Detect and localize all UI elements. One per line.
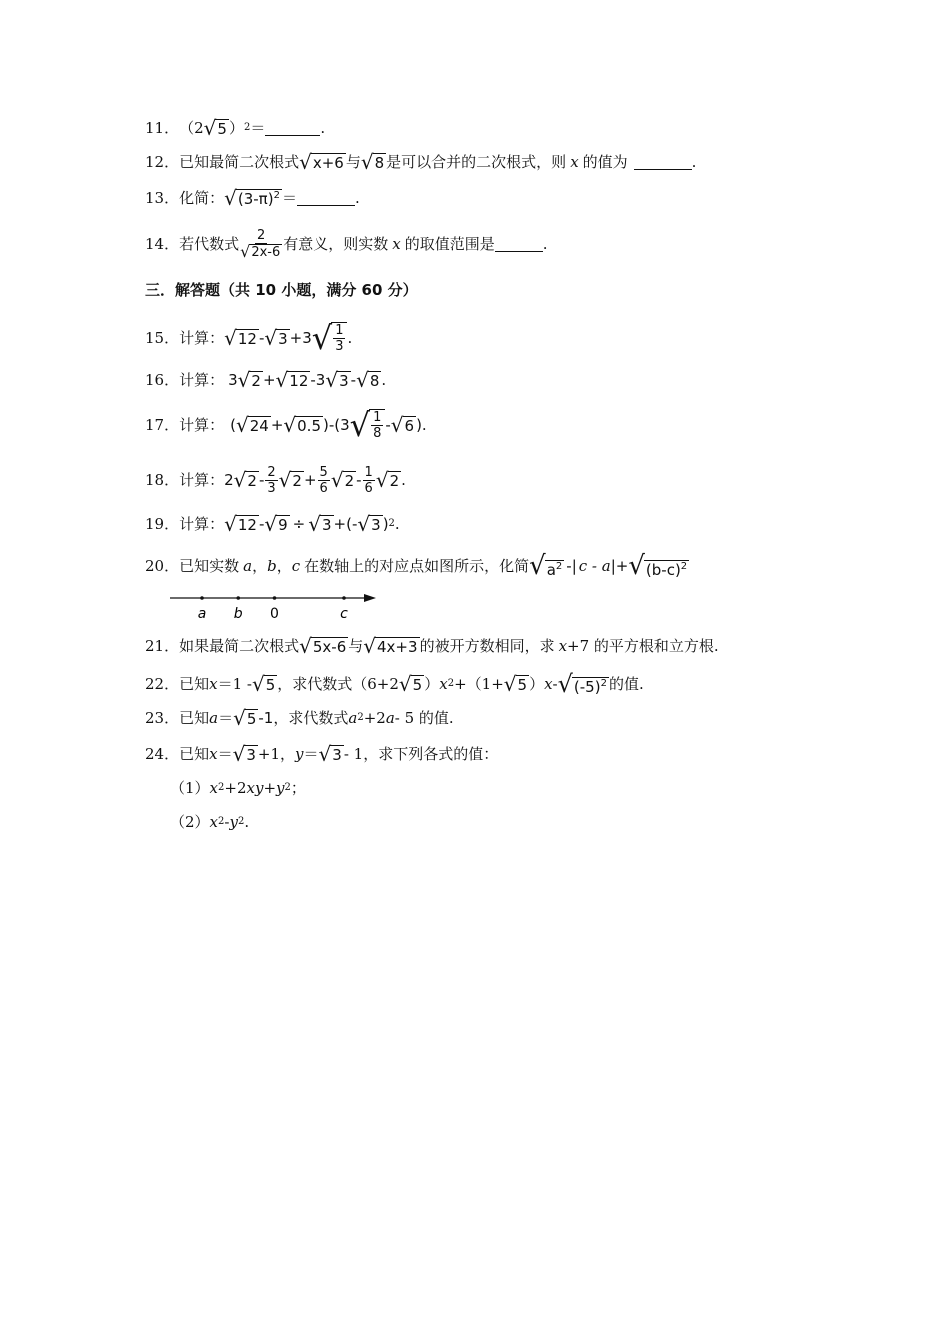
question-23: 23． 已知 a ＝ √ 5 -1 ，求代数式 a 2 +2 a - 5 的值. bbox=[145, 706, 454, 730]
question-number: 24． bbox=[145, 745, 180, 763]
text: 若代数式 bbox=[179, 235, 240, 253]
text: +（1+ bbox=[454, 675, 504, 693]
text: 已知实数 bbox=[179, 557, 240, 575]
text: . bbox=[347, 329, 353, 347]
text: 已知最简二次根式 bbox=[179, 153, 300, 171]
variable: xy bbox=[246, 779, 264, 797]
radical: √ 8 bbox=[360, 150, 385, 174]
text: +7 的平方根和立方根. bbox=[567, 637, 719, 655]
variable: a bbox=[243, 557, 253, 575]
question-number: 14． bbox=[145, 235, 180, 253]
number-line-point bbox=[342, 596, 346, 600]
text: 在数轴上的对应点如图所示，化简 bbox=[304, 557, 530, 575]
number-line-label: c bbox=[340, 606, 348, 622]
text: 与 bbox=[345, 153, 361, 171]
text: +2 bbox=[224, 779, 247, 797]
question-12 bbox=[145, 152, 696, 172]
question-number: 22． bbox=[145, 675, 180, 693]
text: ） bbox=[228, 119, 244, 137]
text: ） bbox=[424, 675, 440, 693]
fraction: $\frac{1}{6}$ bbox=[364, 464, 373, 496]
variable: x bbox=[544, 675, 553, 693]
number-line-point bbox=[236, 596, 240, 600]
operator: - bbox=[258, 329, 265, 347]
variable: a bbox=[209, 709, 219, 727]
radical: √ 12 bbox=[224, 512, 257, 536]
text: ＝ bbox=[250, 119, 266, 137]
variable: c bbox=[291, 557, 301, 575]
radical: √ 6 bbox=[390, 413, 415, 437]
question-number: 16． bbox=[145, 371, 180, 389]
radical: √ $a^2$ bbox=[529, 551, 563, 581]
text: 的值为 bbox=[582, 153, 628, 171]
radical: √ 8 bbox=[356, 368, 380, 392]
text: . bbox=[244, 813, 250, 831]
operator: -1 bbox=[258, 709, 274, 727]
text: 与 bbox=[348, 637, 364, 655]
question-24 bbox=[145, 744, 498, 764]
text: ＝ bbox=[303, 745, 319, 763]
radical: √ 3 bbox=[264, 326, 288, 350]
question-number: 17． bbox=[145, 416, 180, 434]
operator: - bbox=[258, 515, 265, 533]
part-label: （2） bbox=[170, 813, 210, 831]
question-14 bbox=[145, 222, 548, 266]
radical: √ 3 bbox=[357, 512, 381, 536]
question-18 bbox=[145, 460, 406, 500]
text: 计算： bbox=[179, 416, 225, 434]
abs-expression: c - a bbox=[578, 557, 611, 575]
text: ＝ bbox=[217, 745, 233, 763]
answer-blank bbox=[634, 155, 692, 170]
radical: √ 3 bbox=[232, 742, 256, 766]
text: . bbox=[401, 471, 406, 489]
radical: √ 2 bbox=[375, 468, 400, 492]
coefficient: 2 bbox=[224, 471, 234, 489]
operator: - bbox=[258, 471, 265, 489]
radical: √ $(3-\pi)^2$ bbox=[224, 186, 280, 210]
number-line-point bbox=[200, 596, 204, 600]
text: . bbox=[354, 189, 360, 207]
radical: √ $(b-c)^2$ bbox=[628, 551, 688, 581]
variable: a bbox=[348, 709, 358, 727]
text: ） bbox=[529, 675, 545, 693]
text: 有意义，则实数 bbox=[283, 235, 389, 253]
text: - 1，求下列各式的值： bbox=[343, 745, 499, 763]
text: 计算： bbox=[179, 515, 225, 533]
number-line bbox=[168, 590, 383, 625]
fraction: 2 √ 2x-6 bbox=[240, 228, 281, 261]
variable: x bbox=[570, 153, 579, 171]
radical: √ $(-5)^2$ bbox=[557, 670, 607, 698]
operator: -| bbox=[566, 557, 577, 575]
variable: x bbox=[209, 675, 218, 693]
question-22: 22． 已知 x ＝1 - √ 5 ，求代数式（6+2 √ 5 ） x 2 +（1+ √ 5 ） x - √ $(-5)^2$ 的值. bbox=[145, 670, 644, 698]
operator: )-(3 bbox=[323, 416, 350, 434]
radical-fraction: √ $\frac{1}{3}$ bbox=[312, 322, 348, 354]
text: . bbox=[691, 153, 697, 171]
question-24-part-2: （2） x 2 - y 2 . bbox=[170, 813, 250, 831]
fraction: $\frac{5}{6}$ bbox=[319, 464, 328, 496]
text: 的值. bbox=[608, 675, 644, 693]
question-number: 20． bbox=[145, 557, 180, 575]
question-number: 11． bbox=[145, 119, 180, 137]
text: 化简： bbox=[179, 189, 225, 207]
text: ，求代数式（6+2 bbox=[277, 675, 399, 693]
text: ； bbox=[290, 779, 306, 797]
answer-blank bbox=[265, 121, 320, 136]
operator: - bbox=[385, 416, 391, 434]
radical: √ 9 bbox=[264, 512, 288, 536]
text: ，求代数式 bbox=[273, 709, 349, 727]
radical: √ 4x+3 bbox=[363, 634, 418, 658]
text: （2 bbox=[179, 119, 204, 137]
text: 如果最简二次根式 bbox=[179, 637, 300, 655]
radical: √ 5 bbox=[203, 116, 227, 140]
variable: y bbox=[295, 745, 304, 763]
radical: √ 5 bbox=[398, 672, 423, 696]
text: . bbox=[542, 235, 548, 253]
text: - bbox=[552, 675, 558, 693]
radical: √ 5 bbox=[503, 672, 528, 696]
text: . bbox=[394, 515, 400, 533]
radical-fraction: √ $\frac{1}{8}$ bbox=[350, 409, 386, 441]
text: + bbox=[263, 779, 277, 797]
radical: √ 3 bbox=[318, 742, 342, 766]
operator: -3 bbox=[310, 371, 326, 389]
text: ， bbox=[252, 557, 268, 575]
text: 计算： bbox=[179, 371, 225, 389]
operator: ÷ bbox=[292, 515, 306, 533]
question-number: 18． bbox=[145, 471, 180, 489]
text: ＝ bbox=[218, 709, 234, 727]
question-15 bbox=[145, 318, 352, 358]
radical: √ x+6 bbox=[299, 150, 344, 174]
variable: b bbox=[267, 557, 277, 575]
question-number: 15． bbox=[145, 329, 180, 347]
text: ＝1 - bbox=[217, 675, 252, 693]
radical: √ 3 bbox=[308, 512, 332, 536]
radical: √ 2 bbox=[233, 468, 257, 492]
text: . bbox=[381, 371, 387, 389]
text: 已知 bbox=[179, 675, 210, 693]
radical: √ 0.5 bbox=[283, 413, 321, 437]
number-line-point bbox=[273, 596, 277, 600]
question-24-part-1: （1） x 2 +2 xy + y 2 ； bbox=[170, 779, 306, 797]
operator: |+ bbox=[610, 557, 629, 575]
radical: √ 2 bbox=[237, 368, 261, 392]
section-heading: 三．解答题（共 10 小题，满分 60 分） bbox=[145, 281, 418, 299]
text: ， bbox=[276, 557, 292, 575]
question-21 bbox=[145, 636, 719, 656]
text: . bbox=[320, 119, 326, 137]
question-number: 19． bbox=[145, 515, 180, 533]
radical: √ 5x-6 bbox=[299, 634, 347, 658]
paren: ( bbox=[230, 416, 236, 434]
question-17 bbox=[145, 405, 427, 445]
variable: a bbox=[385, 709, 395, 727]
text: +1， bbox=[257, 745, 296, 763]
part-label: （1） bbox=[170, 779, 210, 797]
question-19: 19． 计算： √ 12 - √ 9 ÷ √ 3 +(- √ 3 ) 2 . bbox=[145, 512, 400, 536]
question-number: 21． bbox=[145, 637, 180, 655]
number-line-label: b bbox=[233, 606, 243, 622]
text: - 5 的值. bbox=[394, 709, 454, 727]
text: +2 bbox=[363, 709, 386, 727]
operator: - bbox=[350, 371, 357, 389]
number-line-label: 0 bbox=[270, 606, 279, 622]
radical: √ 5 bbox=[233, 706, 257, 730]
question-16 bbox=[145, 370, 386, 390]
variable: x bbox=[392, 235, 401, 253]
radical: √ 5 bbox=[251, 672, 276, 696]
paren: ) bbox=[382, 515, 389, 533]
variable: y bbox=[276, 779, 285, 797]
radical: √ 12 bbox=[275, 368, 309, 392]
question-number: 23． bbox=[145, 709, 180, 727]
radical: √ 2 bbox=[330, 468, 355, 492]
text: - bbox=[224, 813, 230, 831]
operator: + bbox=[270, 416, 284, 434]
question-13 bbox=[145, 188, 360, 208]
question-number: 13． bbox=[145, 189, 180, 207]
question-20 bbox=[145, 552, 689, 580]
answer-blank bbox=[297, 191, 355, 206]
text: 计算： bbox=[179, 471, 225, 489]
variable: x bbox=[558, 637, 568, 655]
variable: y bbox=[229, 813, 238, 831]
fraction: $\frac{2}{3}$ bbox=[267, 464, 276, 496]
variable: x bbox=[209, 779, 219, 797]
coefficient: 3 bbox=[228, 371, 238, 389]
radical: √ 24 bbox=[235, 413, 269, 437]
radical: √ 2 bbox=[278, 468, 302, 492]
answer-blank bbox=[495, 237, 543, 252]
variable: x bbox=[209, 813, 219, 831]
number-line-label: a bbox=[197, 606, 207, 622]
text: . bbox=[421, 416, 427, 434]
variable: x bbox=[209, 745, 218, 763]
text: 的取值范围是 bbox=[404, 235, 495, 253]
text: 已知 bbox=[179, 745, 210, 763]
paren: ) bbox=[416, 416, 422, 434]
operator: +3 bbox=[289, 329, 312, 347]
text: 已知 bbox=[179, 709, 210, 727]
text: 的被开方数相同，求 bbox=[419, 637, 555, 655]
radical: √ 12 bbox=[224, 326, 257, 350]
question-number: 12． bbox=[145, 153, 180, 171]
question-11: 11． （2 √ 5 ） 2 ＝ . bbox=[145, 116, 326, 140]
operator: + bbox=[262, 371, 276, 389]
operator: +(- bbox=[333, 515, 358, 533]
operator: + bbox=[303, 471, 317, 489]
variable: x bbox=[439, 675, 448, 693]
text: ＝ bbox=[281, 189, 297, 207]
operator: - bbox=[356, 471, 362, 489]
text: 计算： bbox=[179, 329, 225, 347]
text: 是可以合并的二次根式，则 bbox=[386, 153, 567, 171]
radical: √ 3 bbox=[325, 368, 349, 392]
